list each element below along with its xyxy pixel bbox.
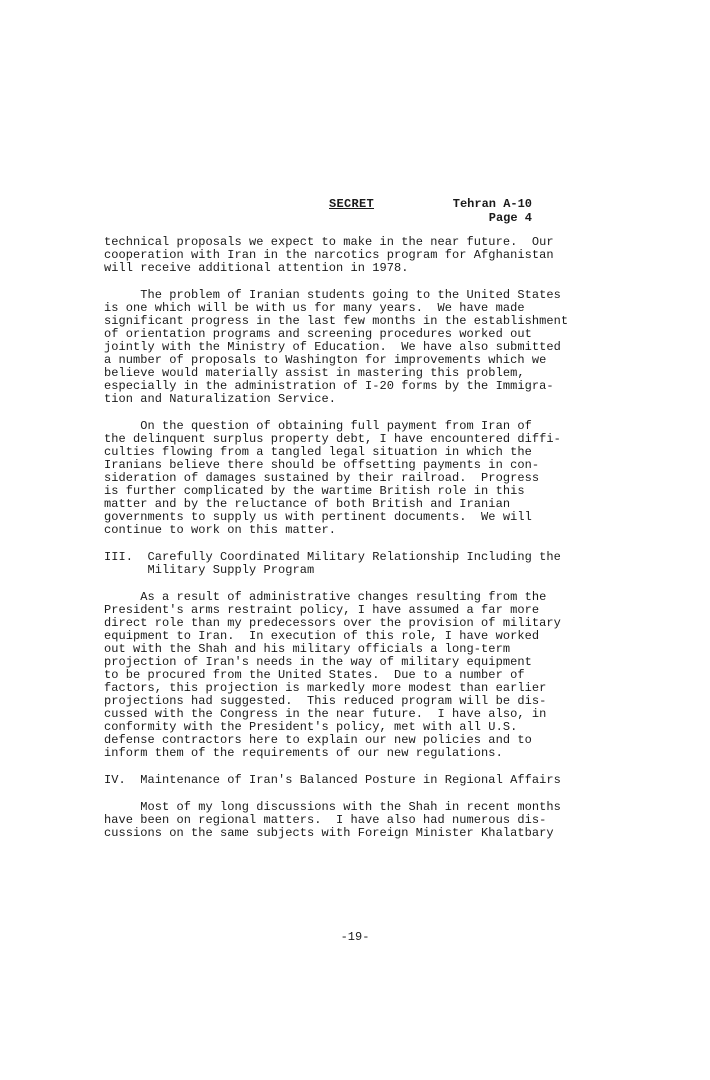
text-line: tion and Naturalization Service. (104, 392, 337, 406)
text-line: direct role than my predecessors over the provision of military (104, 616, 561, 630)
text-line: continue to work on this matter. (104, 523, 337, 537)
classification-marking: SECRET (329, 197, 375, 211)
text-line: will receive additional attention in 1978. (104, 261, 409, 275)
paragraph-gap (104, 275, 604, 289)
text-line: projections had suggested. This reduced program will be dis- (104, 694, 547, 708)
text-line: significant progress in the last few months in the establishment (104, 314, 569, 328)
page-label: Page 4 (488, 211, 532, 225)
text-line: have been on regional matters. I have also had numerous dis- (104, 813, 547, 827)
text-line: As a result of administrative changes resulting from the (104, 590, 547, 604)
text-line: III. Carefully Coordinated Military Relationship Including the (104, 550, 561, 564)
document-body (104, 236, 604, 840)
text-line: culties flowing from a tangled legal situation in which the (104, 445, 532, 459)
text-line: equipment to Iran. In execution of this role, I have worked (104, 629, 540, 643)
text-line: a number of proposals to Washington for improvements which we (104, 353, 547, 367)
text-line: to be procured from the United States. Due to a number of (104, 668, 525, 682)
text-line: factors, this projection is markedly more modest than earlier (104, 681, 547, 695)
text-line: IV. Maintenance of Iran's Balanced Posture in Regional Affairs (104, 773, 561, 787)
paragraph (104, 420, 604, 537)
paragraph (104, 591, 604, 760)
text-line: of orientation programs and screening procedures worked out (104, 327, 532, 341)
text-line: technical proposals we expect to make in the near future. Our (104, 235, 554, 249)
reference-number: Tehran A-10 (452, 197, 532, 211)
text-line: believe would materially assist in mastering this problem, (104, 366, 525, 380)
paragraph-gap (104, 760, 604, 774)
text-line: out with the Shah and his military officials a long-term (104, 642, 511, 656)
paragraph-gap (104, 537, 604, 551)
paragraph-gap (104, 406, 604, 420)
text-line: inform them of the requirements of our new regulations. (104, 746, 503, 760)
paragraph-gap (104, 787, 604, 801)
page-number: -19- (340, 930, 370, 944)
text-line: sideration of damages sustained by their railroad. Progress (104, 471, 540, 485)
text-line: cussions on the same subjects with Foreign Minister Khalatbary (104, 826, 554, 840)
text-line: Military Supply Program (104, 563, 315, 577)
text-line: cooperation with Iran in the narcotics program for Afghanistan (104, 248, 554, 262)
text-line: especially in the administration of I-20 forms by the Immigra- (104, 379, 554, 393)
paragraph (104, 801, 604, 840)
text-line: matter and by the reluctance of both British and Iranian (104, 497, 511, 511)
text-line: defense contractors here to explain our new policies and to (104, 733, 532, 747)
text-line: On the question of obtaining full payment from Iran of (104, 419, 532, 433)
paragraph (104, 774, 604, 787)
text-line: projection of Iran's needs in the way of military equipment (104, 655, 532, 669)
text-line: Most of my long discussions with the Shah in recent months (104, 800, 561, 814)
paragraph-gap (104, 577, 604, 591)
paragraph (104, 289, 604, 406)
text-line: is further complicated by the wartime British role in this (104, 484, 525, 498)
text-line: conformity with the President's policy, met with all U.S. (104, 720, 518, 734)
text-line: The problem of Iranian students going to the United States (104, 288, 561, 302)
text-line: is one which will be with us for many years. We have made (104, 301, 525, 315)
text-line: jointly with the Ministry of Education. We have also submitted (104, 340, 561, 354)
document-reference (449, 197, 532, 225)
text-line: governments to supply us with pertinent documents. We will (104, 510, 532, 524)
paragraph (104, 551, 604, 577)
paragraph (104, 236, 604, 275)
text-line: Iranians believe there should be offsetting payments in con- (104, 458, 540, 472)
text-line: President's arms restraint policy, I have assumed a far more (104, 603, 540, 617)
text-line: cussed with the Congress in the near future. I have also, in (104, 707, 547, 721)
text-line: the delinquent surplus property debt, I have encountered diffi- (104, 432, 561, 446)
